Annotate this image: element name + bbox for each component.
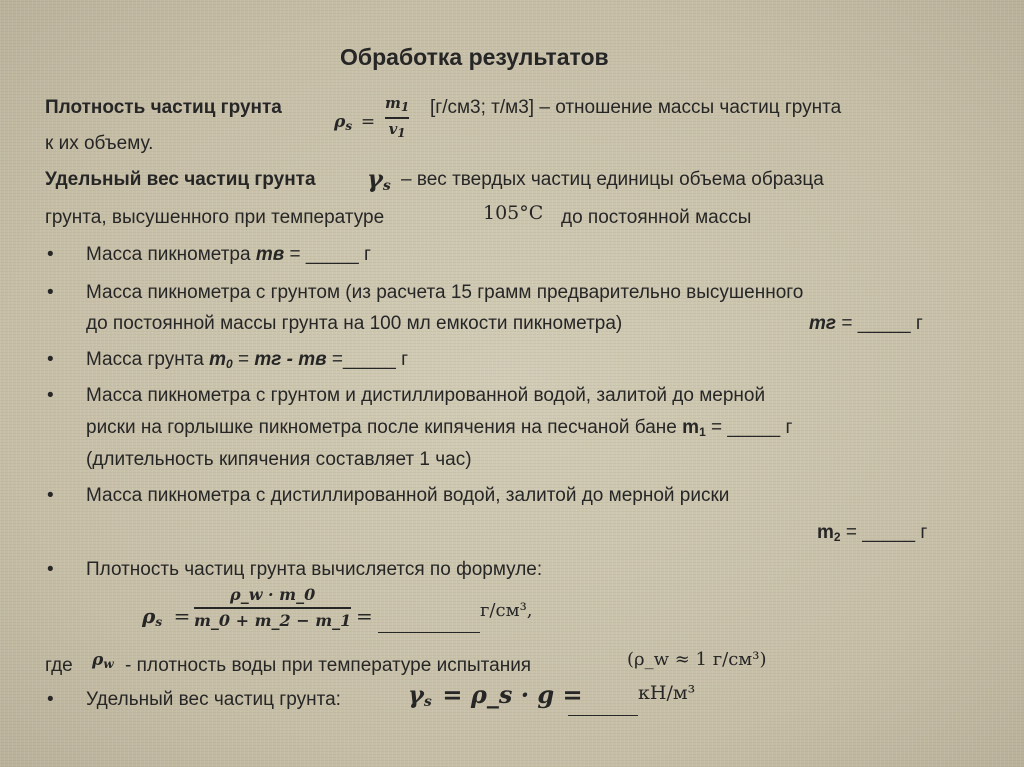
- bullet-formula-intro: Плотность частиц грунта вычисляется по формуле:: [86, 559, 543, 580]
- bullet-marker: •: [47, 349, 54, 370]
- weight-formula: $\gamma_s$ = ρ_s · g =: [408, 680, 583, 710]
- specific-weight-description-end: до постоянной массы: [561, 207, 752, 228]
- density-description: [г/см3; т/м3] – отношение массы частиц грунта: [430, 97, 842, 118]
- specific-weight-description-cont: грунта, высушенного при температуре: [45, 207, 385, 228]
- bullet-marker: •: [47, 485, 54, 506]
- specific-weight-description: – вес твердых частиц единицы объема образца: [401, 169, 824, 190]
- bullet-pycnometer-soil-line1: Масса пикнометра с грунтом (из расчета 15 грамм предварительно высушенного: [86, 282, 804, 303]
- main-formula-lhs: $\rho_s$ =: [142, 604, 191, 629]
- specific-weight-label: Удельный вес частиц грунта: [45, 169, 316, 190]
- density-label: Плотность частиц грунта: [45, 97, 282, 118]
- density-description-cont: к их объему.: [45, 133, 154, 154]
- bullet-pycnometer-soil-value: тг = _____ г: [809, 313, 923, 334]
- weight-formula-blank: [568, 703, 638, 721]
- bullet-marker: •: [47, 559, 54, 580]
- weight-formula-unit: кН/м³: [638, 682, 696, 704]
- rho-w-symbol: $\rho_w$: [92, 650, 114, 671]
- bullet-pycnometer-distilled-value: $m_2$ = _____ г: [817, 522, 928, 544]
- bullet-marker: •: [47, 282, 54, 303]
- bullet-soil-mass: Масса грунта $т_0$ = тг - тв =_____ г: [86, 349, 409, 371]
- bullet-marker: •: [47, 244, 54, 265]
- density-formula-lhs: $\rho_s$ =: [334, 112, 376, 133]
- bullet-marker: •: [47, 385, 54, 406]
- bullet-pycnometer-water-line2: риски на горлышке пикнометра после кипячения на песчаной бане $m_1$ = _____ г: [86, 417, 793, 439]
- bullet-marker: •: [47, 689, 54, 710]
- temperature-value: 105°C: [483, 202, 544, 224]
- where-label: где: [45, 655, 73, 676]
- gamma-symbol: $\gamma_s$: [367, 164, 391, 194]
- bullet-pycnometer-soil-line2: до постоянной массы грунта на 100 мл емкости пикнометра): [86, 313, 623, 334]
- bullet-pycnometer-mass: Масса пикнометра тв = _____ г: [86, 244, 371, 265]
- page-title: Обработка результатов: [340, 44, 609, 70]
- density-fraction: $m_1$ $v_1$: [385, 94, 410, 140]
- bullet-pycnometer-water-line1: Масса пикнометра с грунтом и дистиллированной водой, залитой до мерной: [86, 385, 766, 406]
- where-description: - плотность воды при температуре испытания: [125, 655, 532, 676]
- main-formula-eq: =: [356, 604, 373, 628]
- bullet-pycnometer-water-line3: (длительность кипячения составляет 1 час): [86, 449, 472, 470]
- rho-w-approx: (ρ_w ≈ 1 г/см³): [627, 649, 767, 670]
- bullet-specific-weight-formula: Удельный вес частиц грунта:: [86, 689, 341, 710]
- main-formula-unit: г/см³,: [480, 600, 533, 621]
- main-formula-fraction: ρ_w · m_0 m_0 + m_2 − m_1: [194, 585, 352, 630]
- main-formula-blank: [378, 620, 480, 638]
- bullet-pycnometer-distilled-line1: Масса пикнометра с дистиллированной водой, залитой до мерной риски: [86, 485, 730, 506]
